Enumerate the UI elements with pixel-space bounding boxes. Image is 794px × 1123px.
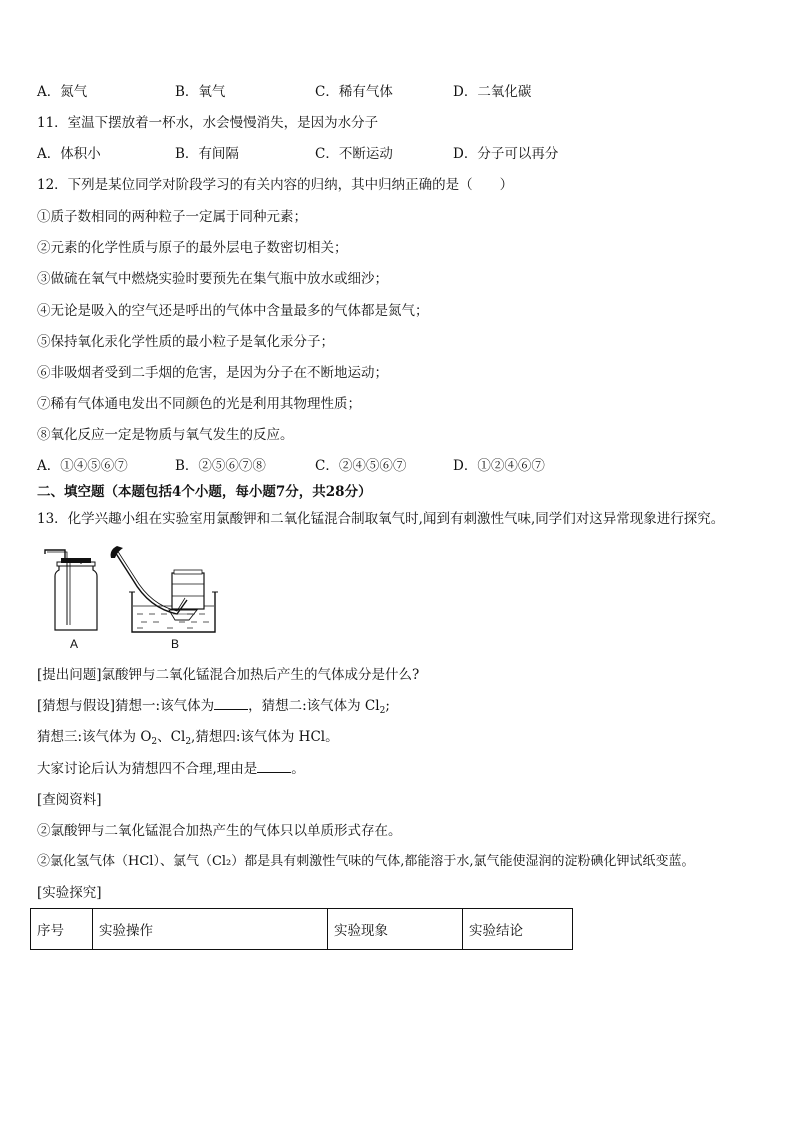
water-trough-b [111,546,218,632]
q11-stem: 11．室温下摆放着一杯水，水会慢慢消失，是因为水分子 [37,115,379,131]
table-header-cell: 实验现象 [328,909,463,950]
hypothesis-text: ; [385,698,390,714]
q11-option-c: C．不断运动 [315,146,393,162]
q10-option-c: C．稀有气体 [315,84,393,100]
hypothesis-text: 猜想三:该气体为 O [37,729,152,745]
table-header-cell: 序号 [31,909,93,950]
q11-option-d: D．分子可以再分 [453,146,559,162]
q12-option-b: B．②⑤⑥⑦⑧ [175,458,266,474]
table-header-cell: 实验结论 [463,909,573,950]
q12-item: ⑥非吸烟者受到二手烟的危害，是因为分子在不断地运动； [37,365,388,381]
q12-item: ⑤保持氧化汞化学性质的最小粒子是氧化汞分子； [37,334,334,350]
subscript: 2 [151,737,158,747]
q13-lookup-heading: [查阅资料] [37,792,102,808]
q12-item: ①质子数相同的两种粒子一定属于同种元素； [37,209,307,225]
q13-hypothesis-line [37,728,339,746]
q13-hypothesis-line [37,697,390,715]
q10-option-d: D．二氧化碳 [453,84,532,100]
subscript: 2 [379,706,386,716]
table-header-cell: 实验操作 [93,909,328,950]
q13-info: ②氯化氢气体（HCl）、氯气（Cl₂）都是具有刺激性气味的气体,都能溶于水,氯气能使湿润的淀粉碘化钾试纸变蓝。 [37,854,695,869]
q10-option-a: A．氮气 [37,84,88,100]
q13-discussion [37,760,305,778]
hypothesis-text: ，猜想二:该气体为 Cl [248,698,380,714]
figure-label-b: B [171,637,180,651]
q11-option-a: A．体积小 [37,146,101,162]
subscript: 2 [185,737,192,747]
gas-collecting-bottle-a [45,550,97,630]
q12-item: ③做硫在氧气中燃烧实验时要预先在集气瓶中放水或细沙； [37,271,388,287]
q12-stem: 12．下列是某位同学对阶段学习的有关内容的归纳，其中归纳正确的是（ ） [37,177,514,193]
answer-blank[interactable] [257,760,291,773]
q13-stem: 13．化学兴趣小组在实验室用氯酸钾和二氧化锰混合制取氧气时,闻到有刺激性气味,同学们对这异常现象进行探究。 [37,511,725,527]
hypothesis-text: ,猜想四:该气体为 HCl。 [191,729,339,745]
q12-option-d: D．①②④⑥⑦ [453,458,545,474]
answer-blank[interactable] [214,697,248,710]
section-heading: 二、填空题（本题包括4个小题，每小题7分，共28分） [37,484,372,500]
hypothesis-text: [猜想与假设]猜想一:该气体为 [37,698,215,714]
hypothesis-text: 、Cl [157,729,186,745]
q13-info: ②氯酸钾与二氧化锰混合加热产生的气体只以单质形式存在。 [37,823,402,839]
q12-item: ④无论是吸入的空气还是呼出的气体中含量最多的气体都是氮气； [37,303,429,319]
q13-explore-heading: [实验探究] [37,885,102,901]
discussion-text: 大家讨论后认为猜想四不合理,理由是 [37,761,258,777]
q12-item: ⑦稀有气体通电发出不同颜色的光是利用其物理性质； [37,396,361,412]
experiment-table [30,908,573,950]
q12-option-c: C．②④⑤⑥⑦ [315,458,407,474]
gas-collection-apparatus-figure [37,540,227,652]
q12-option-a: A．①④⑤⑥⑦ [37,458,128,474]
q10-option-b: B．氧气 [175,84,226,100]
q11-option-b: B．有间隔 [175,146,239,162]
q13-question: [提出问题]氯酸钾与二氧化锰混合加热后产生的气体成分是什么? [37,667,420,683]
discussion-text: 。 [291,761,305,777]
q12-item: ⑧氧化反应一定是物质与氧气发生的反应。 [37,427,294,443]
figure-label-a: A [70,637,79,651]
q12-item: ②元素的化学性质与原子的最外层电子数密切相关； [37,240,348,256]
table-header-row [31,909,573,950]
